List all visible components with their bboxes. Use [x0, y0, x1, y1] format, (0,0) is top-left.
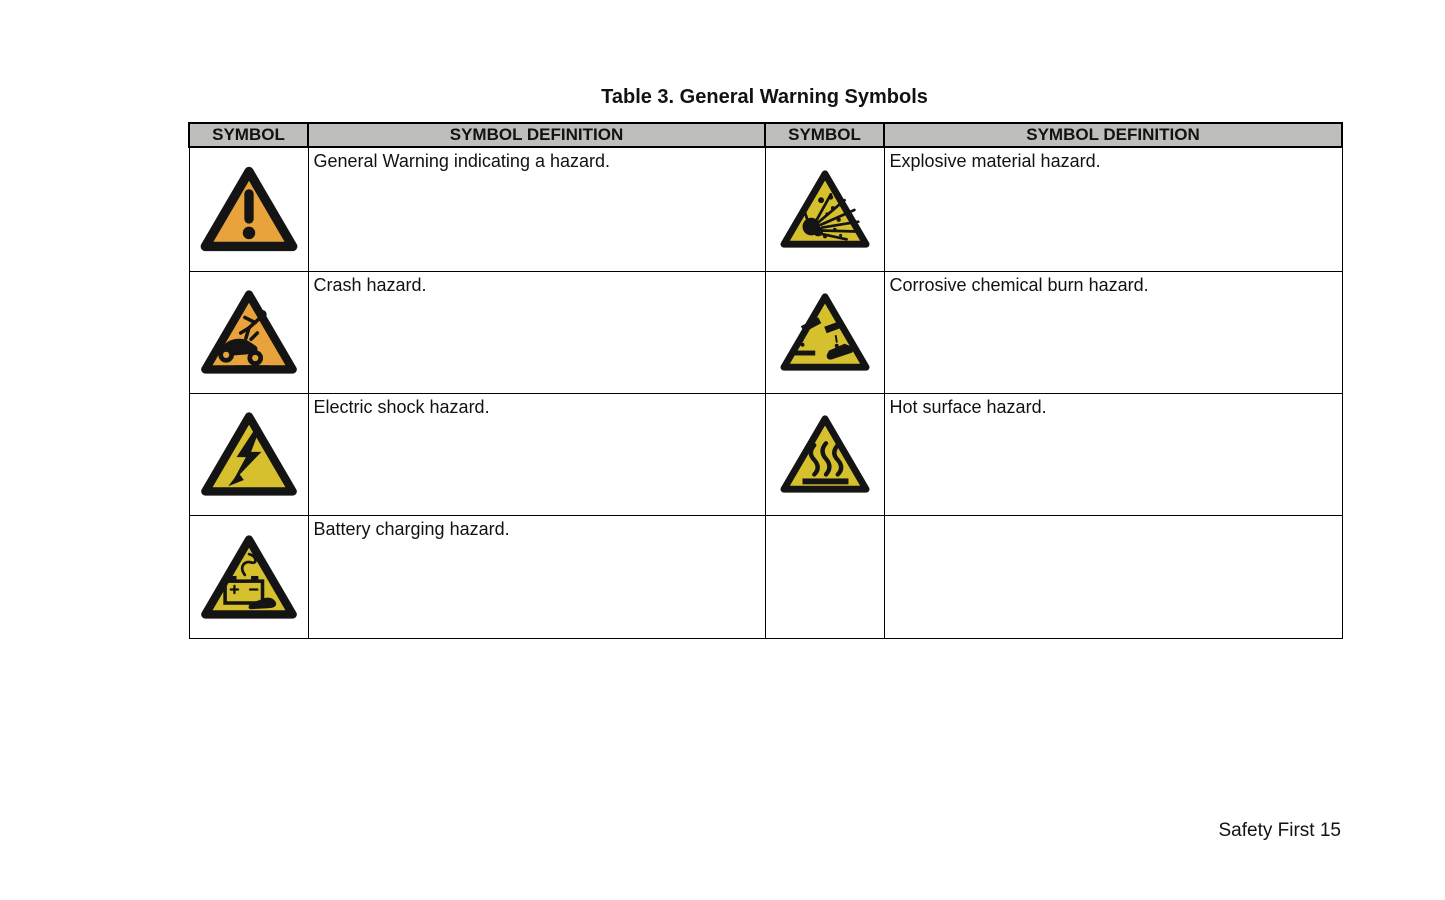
battery-charging-icon	[197, 530, 301, 624]
header-symbol-left: SYMBOL	[189, 123, 308, 147]
crash-hazard-icon	[197, 285, 301, 379]
hot-surface-icon	[776, 410, 874, 498]
corrosive-chemical-icon	[776, 288, 874, 376]
table-header-row	[189, 123, 1342, 147]
electric-shock-icon	[197, 407, 301, 501]
general-warning-icon	[197, 162, 301, 256]
definition-cell: Hot surface hazard.	[884, 393, 1342, 515]
definition-cell: Explosive material hazard.	[884, 147, 1342, 271]
symbol-cell	[189, 393, 308, 515]
definition-cell-empty	[884, 515, 1342, 638]
definition-cell: Crash hazard.	[308, 271, 765, 393]
definition-cell: Corrosive chemical burn hazard.	[884, 271, 1342, 393]
header-symbol-right: SYMBOL	[765, 123, 884, 147]
header-definition-right: SYMBOL DEFINITION	[884, 123, 1342, 147]
table-row	[189, 147, 1342, 271]
symbol-cell	[765, 393, 884, 515]
table-row	[189, 393, 1342, 515]
definition-cell: General Warning indicating a hazard.	[308, 147, 765, 271]
symbol-cell	[765, 147, 884, 271]
symbol-cell-empty	[765, 515, 884, 638]
header-definition-left: SYMBOL DEFINITION	[308, 123, 765, 147]
page-footer: Safety First 15	[1218, 820, 1341, 841]
explosive-material-icon	[776, 165, 874, 253]
symbol-cell	[189, 515, 308, 638]
symbol-cell	[189, 271, 308, 393]
symbol-cell	[189, 147, 308, 271]
warning-symbols-table	[188, 122, 1343, 639]
definition-cell: Battery charging hazard.	[308, 515, 765, 638]
table-title: Table 3. General Warning Symbols	[601, 86, 928, 108]
symbol-cell	[765, 271, 884, 393]
table-row	[189, 515, 1342, 638]
definition-cell: Electric shock hazard.	[308, 393, 765, 515]
table-row	[189, 271, 1342, 393]
